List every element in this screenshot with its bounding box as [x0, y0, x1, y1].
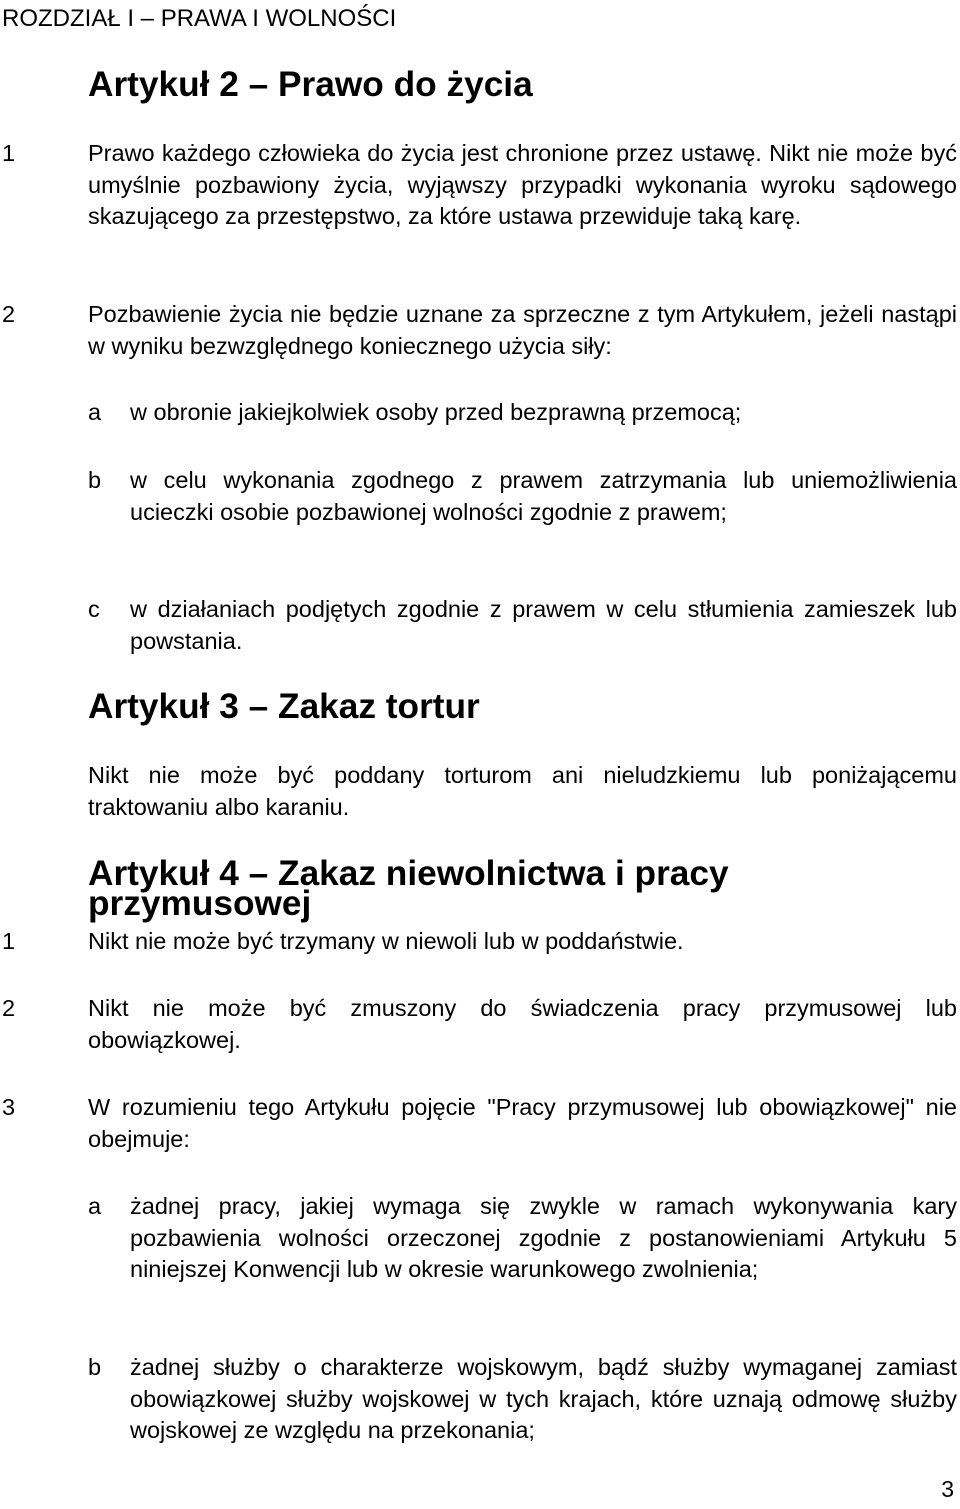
article-4-para-2-number: 2 — [2, 995, 16, 1021]
article-2-para-2: Pozbawienie życia nie będzie uznane za sprzeczne z tym Artykułem, jeżeli nastąpi w wyniku bezwzględnego koniecznego użycia siły: — [88, 301, 957, 359]
article-2-para-1-number: 1 — [2, 140, 16, 166]
article-2-heading: Artykuł 2 – Prawo do życia — [88, 65, 533, 104]
article-4-para-3: W rozumieniu tego Artykułu pojęcie "Pracy przymusowej lub obowiązkowej" nie obejmuje: — [88, 1094, 957, 1152]
article-3-para: Nikt nie może być poddany torturom ani nieludzkiemu lub poniżającemu traktowaniu albo karaniu. — [88, 762, 957, 820]
article-4-item-b-letter: b — [88, 1354, 102, 1380]
article-2-item-a-letter: a — [88, 399, 102, 425]
article-2-item-c-letter: c — [88, 596, 100, 622]
article-4-para-1: Nikt nie może być trzymany w niewoli lub w poddaństwie. — [88, 928, 684, 954]
article-4-heading: Artykuł 4 – Zakaz niewolnictwa i pracy przymusowej — [88, 854, 729, 923]
chapter-title: ROZDZIAŁ I – PRAWA I WOLNOŚCI — [2, 5, 397, 32]
article-2-item-b: w celu wykonania zgodnego z prawem zatrzymania lub uniemożliwienia ucieczki osobie pozbawionej wolności zgodnie z prawem; — [130, 467, 957, 525]
article-2-para-1: Prawo każdego człowieka do życia jest chronione przez ustawę. Nikt nie może być umyślnie pozbawiony życia, wyjąwszy przypadki wykonania wyroku sądowego skazującego za przestępstwo, za które ustawa przewiduje taką karę. — [88, 140, 957, 229]
article-4-item-b: żadnej służby o charakterze wojskowym, bądź służby wymaganej zamiast obowiązkowej służby wojskowej w tych krajach, które uznają odmowę służby wojskowej ze względu na przekonania; — [130, 1354, 957, 1443]
article-4-para-3-number: 3 — [2, 1094, 16, 1120]
article-4-item-a-letter: a — [88, 1193, 102, 1219]
article-2-item-b-letter: b — [88, 467, 102, 493]
article-4-item-a: żadnej pracy, jakiej wymaga się zwykle w ramach wykonywania kary pozbawienia wolności orzeczonej zgodnie z postanowieniami Artykułu 5 niniejszej Konwencji lub w okresie warunkowego zwolnienia; — [130, 1193, 957, 1282]
article-2-para-2-number: 2 — [2, 301, 16, 327]
article-2-item-a: w obronie jakiejkolwiek osoby przed bezprawną przemocą; — [130, 399, 742, 425]
article-2-item-c: w działaniach podjętych zgodnie z prawem w celu stłumienia zamieszek lub powstania. — [130, 596, 957, 654]
article-4-para-1-number: 1 — [2, 928, 16, 954]
article-4-para-2: Nikt nie może być zmuszony do świadczenia pracy przymusowej lub obowiązkowej. — [88, 995, 957, 1053]
page-number: 3 — [941, 1476, 954, 1502]
article-3-heading: Artykuł 3 – Zakaz tortur — [88, 687, 480, 726]
